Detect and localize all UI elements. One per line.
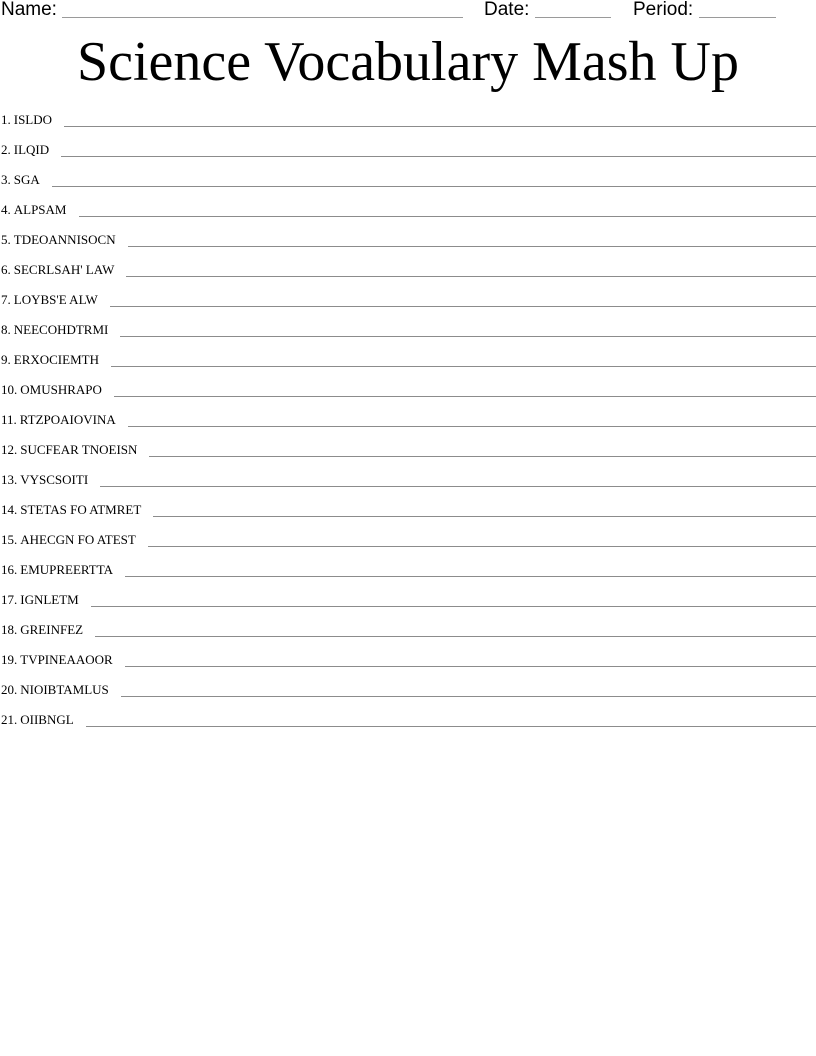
scramble-label xyxy=(0,652,113,668)
item-number: 1. xyxy=(1,112,11,127)
item-number: 19. xyxy=(1,652,18,667)
answer-line[interactable] xyxy=(126,276,816,277)
list-item xyxy=(0,442,816,472)
scramble-label xyxy=(0,712,74,728)
period-field[interactable] xyxy=(699,17,776,18)
item-number: 3. xyxy=(1,172,11,187)
answer-line[interactable] xyxy=(128,246,816,247)
scrambled-word: NEECOHDTRMI xyxy=(13,322,109,337)
item-number: 7. xyxy=(1,292,11,307)
list-item xyxy=(0,622,816,652)
scramble-label xyxy=(0,502,141,518)
answer-line[interactable] xyxy=(114,396,816,397)
answer-line[interactable] xyxy=(86,726,816,727)
list-item xyxy=(0,322,816,352)
scrambled-word: ERXOCIEMTH xyxy=(13,352,99,367)
item-number: 16. xyxy=(1,562,18,577)
item-number: 13. xyxy=(1,472,18,487)
item-number: 20. xyxy=(1,682,18,697)
item-number: 5. xyxy=(1,232,11,247)
scramble-label xyxy=(0,472,88,488)
answer-line[interactable] xyxy=(52,186,816,187)
scrambled-word: STETAS FO ATMRET xyxy=(20,502,142,517)
word-scramble-list xyxy=(0,112,816,742)
scramble-label xyxy=(0,262,114,278)
list-item xyxy=(0,172,816,202)
answer-line[interactable] xyxy=(79,216,816,217)
answer-line[interactable] xyxy=(91,606,816,607)
scramble-label xyxy=(0,142,49,158)
item-number: 2. xyxy=(1,142,11,157)
date-label: Date: xyxy=(484,0,530,20)
answer-line[interactable] xyxy=(149,456,816,457)
list-item xyxy=(0,472,816,502)
scrambled-word: TDEOANNISOCN xyxy=(13,232,116,247)
list-item xyxy=(0,592,816,622)
item-number: 9. xyxy=(1,352,11,367)
item-number: 18. xyxy=(1,622,18,637)
list-item xyxy=(0,262,816,292)
answer-line[interactable] xyxy=(100,486,816,487)
scrambled-word: EMUPREERTTA xyxy=(20,562,114,577)
scramble-label xyxy=(0,562,113,578)
answer-line[interactable] xyxy=(64,126,816,127)
scramble-label xyxy=(0,442,137,458)
scrambled-word: RTZPOAIOVINA xyxy=(19,412,116,427)
item-number: 6. xyxy=(1,262,11,277)
list-item xyxy=(0,412,816,442)
scramble-label xyxy=(0,322,108,338)
name-label: Name: xyxy=(1,0,57,20)
list-item xyxy=(0,382,816,412)
scrambled-word: LOYBS'E ALW xyxy=(13,292,98,307)
list-item xyxy=(0,532,816,562)
item-number: 11. xyxy=(1,412,17,427)
answer-line[interactable] xyxy=(153,516,816,517)
scrambled-word: OIIBNGL xyxy=(20,712,74,727)
answer-line[interactable] xyxy=(120,336,816,337)
scrambled-word: ISLDO xyxy=(13,112,53,127)
item-number: 12. xyxy=(1,442,18,457)
answer-line[interactable] xyxy=(61,156,816,157)
scrambled-word: VYSCSOITI xyxy=(20,472,89,487)
scramble-label xyxy=(0,382,102,398)
scramble-label xyxy=(0,592,79,608)
answer-line[interactable] xyxy=(125,666,816,667)
list-item xyxy=(0,232,816,262)
answer-line[interactable] xyxy=(110,306,816,307)
scrambled-word: NIOIBTAMLUS xyxy=(20,682,109,697)
answer-line[interactable] xyxy=(148,546,816,547)
scrambled-word: SGA xyxy=(13,172,40,187)
scramble-label xyxy=(0,292,98,308)
item-number: 8. xyxy=(1,322,11,337)
list-item xyxy=(0,202,816,232)
scrambled-word: SUCFEAR TNOEISN xyxy=(20,442,138,457)
answer-line[interactable] xyxy=(128,426,816,427)
scrambled-word: IGNLETM xyxy=(20,592,79,607)
scrambled-word: GREINFEZ xyxy=(20,622,84,637)
page-title: Science Vocabulary Mash Up xyxy=(77,31,739,93)
item-number: 14. xyxy=(1,502,18,517)
list-item xyxy=(0,292,816,322)
worksheet-header xyxy=(0,0,816,24)
scramble-label xyxy=(0,172,40,188)
scrambled-word: OMUSHRAPO xyxy=(20,382,102,397)
scramble-label xyxy=(0,682,109,698)
scramble-label xyxy=(0,202,67,218)
scrambled-word: ALPSAM xyxy=(13,202,67,217)
period-label: Period: xyxy=(633,0,694,20)
item-number: 17. xyxy=(1,592,18,607)
list-item xyxy=(0,142,816,172)
item-number: 4. xyxy=(1,202,11,217)
list-item xyxy=(0,112,816,142)
answer-line[interactable] xyxy=(121,696,816,697)
answer-line[interactable] xyxy=(111,366,816,367)
list-item xyxy=(0,502,816,532)
list-item xyxy=(0,682,816,712)
name-field[interactable] xyxy=(62,17,463,18)
item-number: 21. xyxy=(1,712,18,727)
scramble-label xyxy=(0,112,52,128)
scrambled-word: AHECGN FO ATEST xyxy=(20,532,136,547)
list-item xyxy=(0,652,816,682)
answer-line[interactable] xyxy=(125,576,816,577)
scramble-label xyxy=(0,352,99,368)
scramble-label xyxy=(0,412,116,428)
item-number: 15. xyxy=(1,532,18,547)
answer-line[interactable] xyxy=(95,636,816,637)
scramble-label xyxy=(0,622,83,638)
item-number: 10. xyxy=(1,382,18,397)
list-item xyxy=(0,562,816,592)
scrambled-word: TVPINEAAOOR xyxy=(20,652,113,667)
scramble-label xyxy=(0,232,116,248)
scrambled-word: SECRLSAH' LAW xyxy=(13,262,115,277)
list-item xyxy=(0,712,816,742)
list-item xyxy=(0,352,816,382)
scrambled-word: ILQID xyxy=(13,142,50,157)
date-field[interactable] xyxy=(535,17,611,18)
scramble-label xyxy=(0,532,136,548)
